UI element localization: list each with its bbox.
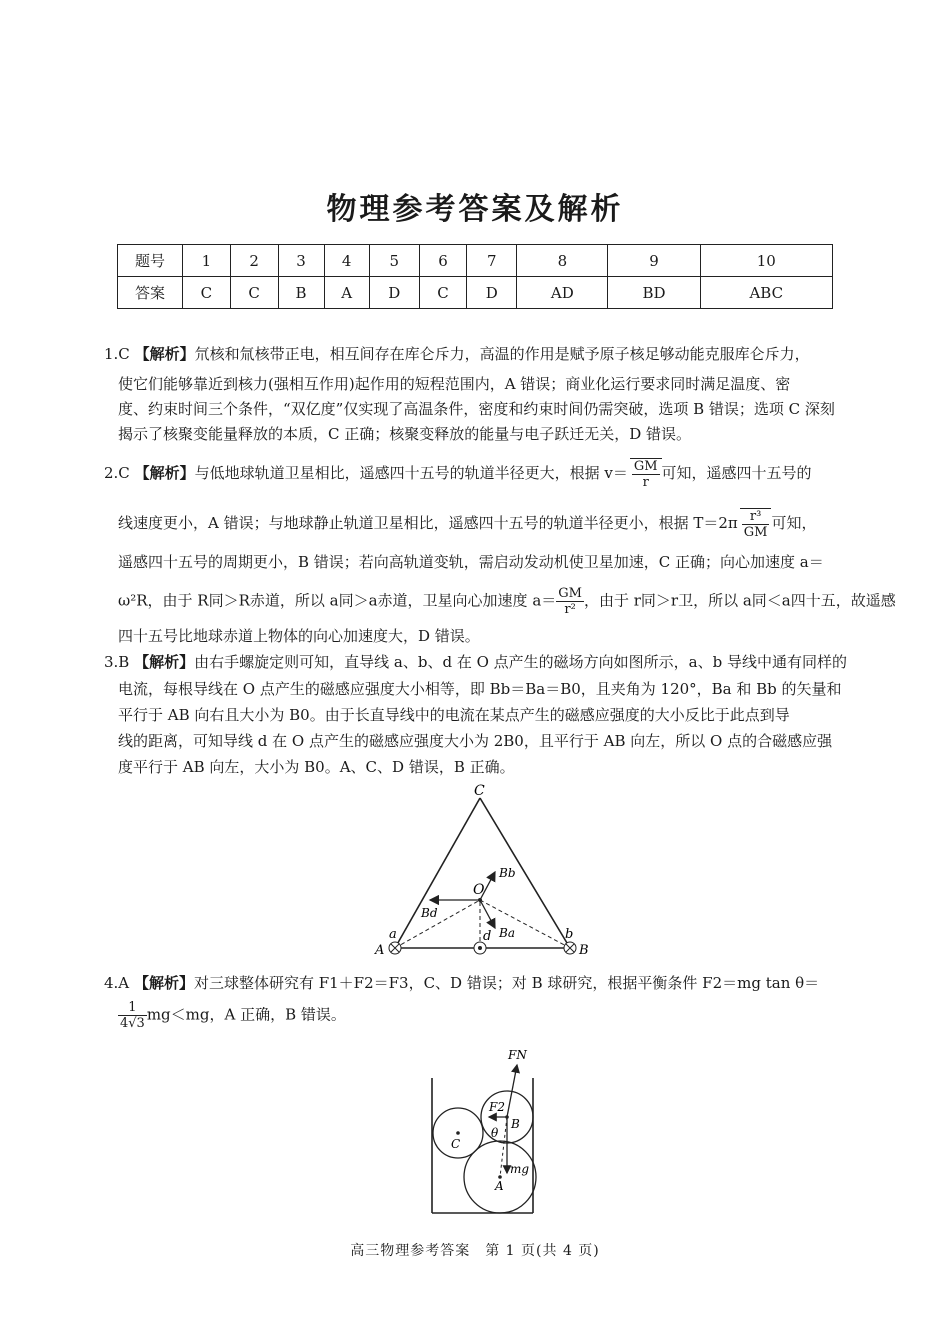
table-cell: 10 bbox=[700, 245, 833, 277]
q2-text: 可知， bbox=[771, 514, 817, 532]
frac-den: GM bbox=[743, 525, 768, 540]
q2-number: 2.C bbox=[104, 464, 130, 482]
q2-text: 可知，遥感四十五号的 bbox=[661, 464, 812, 482]
q1-tag: 【解析】 bbox=[134, 345, 195, 363]
label-b-small: b bbox=[565, 927, 574, 942]
frac-num: r³ bbox=[742, 509, 770, 525]
q2-line-4 bbox=[118, 586, 896, 617]
q3-line-2: 电流，每根导线在 O 点产生的磁感应强度大小相等，即 Bb＝Ba＝B0，且夹角为 120°，Ba 和 Bb 的矢量和 bbox=[118, 680, 842, 698]
table-row bbox=[118, 277, 833, 309]
table-cell: C bbox=[230, 277, 278, 309]
label-a: A bbox=[375, 943, 385, 958]
table-cell: 5 bbox=[369, 245, 419, 277]
q2-line-5: 四十五号比地球赤道上物体的向心加速度大，D 错误。 bbox=[118, 627, 480, 645]
q1-text: 氘核和氚核带正电，相互间存在库仑斥力，高温的作用是赋予原子核足够动能克服库仑斥力， bbox=[194, 345, 810, 363]
q3-line-1 bbox=[104, 651, 847, 672]
q4-balls-figure bbox=[425, 1045, 540, 1215]
table-row bbox=[118, 245, 833, 277]
q3-tag: 【解析】 bbox=[134, 653, 195, 671]
label-o: O bbox=[473, 882, 485, 898]
label-b: B bbox=[579, 943, 589, 958]
frac-num: GM bbox=[633, 459, 658, 474]
q2-text: 线速度更小，A 错误；与地球静止轨道卫星相比，遥感四十五号的轨道半径更小，根据 T＝2π bbox=[118, 514, 738, 532]
q2-line-1 bbox=[104, 458, 836, 490]
label-a-small: a bbox=[389, 927, 397, 942]
table-cell: 1 bbox=[183, 245, 231, 277]
q2-tag: 【解析】 bbox=[134, 464, 195, 482]
table-header-cell: 答案 bbox=[118, 277, 183, 309]
q2-text: ，由于 r同＞r卫，所以 a同＜a四十五，故遥感 bbox=[583, 591, 896, 610]
label-f2: F2 bbox=[489, 1100, 505, 1114]
q1-number: 1.C bbox=[104, 345, 130, 363]
q2-text: 与低地球轨道卫星相比，遥感四十五号的轨道半径更大，根据 v＝ bbox=[194, 464, 628, 482]
q4-line-2 bbox=[118, 1000, 850, 1031]
label-c: C bbox=[451, 1137, 461, 1151]
table-cell: ABC bbox=[700, 277, 833, 309]
label-d-small: d bbox=[483, 929, 492, 944]
table-cell: C bbox=[183, 277, 231, 309]
frac-num: GM bbox=[558, 586, 582, 601]
q4-tag: 【解析】 bbox=[133, 974, 194, 992]
table-cell: 2 bbox=[230, 245, 278, 277]
q4-line-1 bbox=[104, 972, 836, 993]
frac-num: 1 bbox=[118, 1000, 147, 1016]
frac-1-4sqrt3 bbox=[118, 1000, 147, 1031]
q3-text: 由右手螺旋定则可知，直导线 a、b、d 在 O 点产生的磁场方向如图所示，a、b 导线中通有同样的 bbox=[194, 653, 847, 671]
label-bd: Bd bbox=[421, 906, 438, 920]
label-bb: Bb bbox=[499, 866, 516, 880]
table-cell: 7 bbox=[467, 245, 517, 277]
q3-number: 3.B bbox=[104, 653, 130, 671]
page-title: 物理参考答案及解析 bbox=[326, 192, 624, 227]
q4-number: 4.A bbox=[104, 974, 130, 992]
label-fn: FN bbox=[508, 1048, 527, 1062]
table-header-cell: 题号 bbox=[118, 245, 183, 277]
table-cell: 3 bbox=[278, 245, 324, 277]
table-cell: AD bbox=[517, 277, 608, 309]
table-cell: A bbox=[324, 277, 369, 309]
q2-line-3: 遥感四十五号的周期更小，B 错误；若向高轨道变轨，需启动发动机使卫星加速，C 正确；向心加速度 a＝ bbox=[118, 553, 824, 571]
q1-line-4: 揭示了核聚变能量释放的本质，C 正确；核聚变释放的能量与电子跃迁无关，D 错误。 bbox=[118, 425, 692, 443]
q4-text: 对三球整体研究有 F1＋F2＝F3，C、D 错误；对 B 球研究，根据平衡条件 F2＝mg tan θ＝ bbox=[193, 974, 820, 992]
label-c: C bbox=[474, 783, 485, 799]
q1-line-2: 使它们能够靠近到核力(强相互作用)起作用的短程范围内，A 错误；商业化运行要求同时满足温度、密 bbox=[118, 375, 791, 393]
label-b: B bbox=[511, 1117, 520, 1131]
q2-line-2 bbox=[118, 508, 850, 540]
table-cell: D bbox=[369, 277, 419, 309]
table-cell: C bbox=[419, 277, 467, 309]
table-cell: 4 bbox=[324, 245, 369, 277]
table-cell: 6 bbox=[419, 245, 467, 277]
answer-table bbox=[117, 244, 833, 309]
table-cell: BD bbox=[608, 277, 700, 309]
frac-den: 4√3 bbox=[120, 1016, 145, 1031]
label-ba: Ba bbox=[499, 926, 515, 940]
table-cell: 9 bbox=[608, 245, 700, 277]
q2-text: ω²R，由于 R同＞R赤道，所以 a同＞a赤道，卫星向心加速度 a＝ bbox=[118, 591, 557, 610]
frac-den: r bbox=[642, 475, 649, 490]
frac-den: r² bbox=[564, 602, 576, 617]
label-theta: θ bbox=[491, 1126, 499, 1140]
label-mg: mg bbox=[510, 1162, 530, 1176]
table-cell: B bbox=[278, 277, 324, 309]
sqrt-gm-r bbox=[630, 458, 662, 490]
page-footer: 高三物理参考答案 第 1 页(共 4 页) bbox=[350, 1243, 600, 1259]
frac-gm-r2 bbox=[556, 586, 584, 617]
q1-line-1 bbox=[104, 343, 836, 364]
q4-text: mg＜mg，A 正确，B 错误。 bbox=[146, 1005, 346, 1024]
sqrt-r3-gm bbox=[740, 508, 772, 540]
label-a: A bbox=[495, 1179, 504, 1193]
table-cell: D bbox=[467, 277, 517, 309]
q3-line-3: 平行于 AB 向右且大小为 B0。由于长直导线中的电流在某点产生的磁感应强度的大小反比于此点到导 bbox=[118, 706, 790, 724]
q3-line-4: 线的距离，可知导线 d 在 O 点产生的磁感应强度大小为 2B0，且平行于 AB 向左，所以 O 点的合磁感应强 bbox=[118, 732, 833, 750]
point-o bbox=[478, 898, 482, 902]
q3-triangle-figure bbox=[365, 780, 605, 965]
table-cell: 8 bbox=[517, 245, 608, 277]
q1-line-3: 度、约束时间三个条件，“双亿度”仅实现了高温条件，密度和约束时间仍需突破，选项 B 错误；选项 C 深刻 bbox=[118, 400, 835, 418]
dashed-line bbox=[500, 1117, 507, 1177]
q3-line-5: 度平行于 AB 向左，大小为 B0。A、C、D 错误，B 正确。 bbox=[118, 758, 515, 776]
triangle-side bbox=[395, 798, 480, 948]
